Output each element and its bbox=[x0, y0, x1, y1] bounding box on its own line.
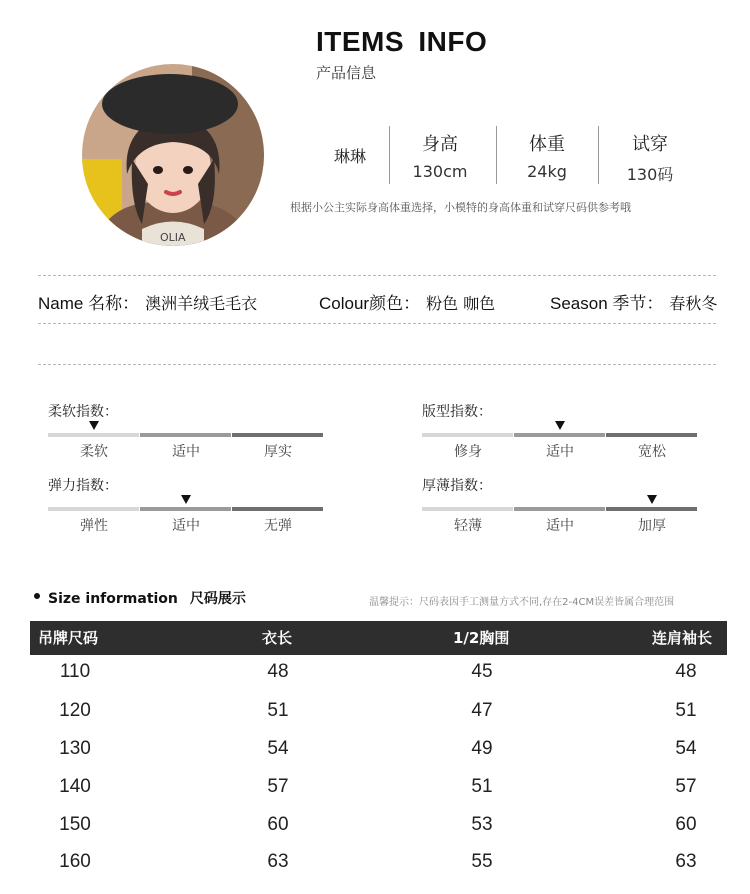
index-scale-bar bbox=[422, 433, 698, 437]
table-cell: 160 bbox=[59, 851, 91, 872]
index-scale-bar bbox=[48, 507, 324, 511]
table-cell: 53 bbox=[471, 814, 493, 835]
metric-value: 130cm bbox=[412, 162, 468, 181]
index-scale-segment bbox=[422, 507, 513, 511]
model-note: 根据小公主实际身高体重选择，小模特的身高体重和试穿尺码供参考哦 bbox=[290, 201, 631, 214]
season-label: Season 季节： bbox=[550, 294, 664, 313]
index-option-label: 适中 bbox=[172, 444, 200, 460]
table-cell: 57 bbox=[675, 776, 697, 797]
size-tip: 温馨提示：尺码表因手工测量方式不同,存在2-4CM误差皆属合理范围 bbox=[369, 597, 675, 608]
dashed-divider bbox=[38, 364, 716, 365]
index-scale-bar bbox=[48, 433, 324, 437]
table-cell: 45 bbox=[471, 661, 493, 682]
index-option-label: 适中 bbox=[546, 518, 574, 534]
page-subtitle: 产品信息 bbox=[316, 64, 377, 82]
colour-value: 粉色 咖色 bbox=[426, 294, 496, 313]
index-scale-segment bbox=[140, 507, 231, 511]
table-cell: 48 bbox=[267, 661, 289, 682]
index-title: 厚薄指数： bbox=[422, 478, 492, 494]
product-season bbox=[550, 289, 717, 314]
index-scale-segment bbox=[232, 507, 323, 511]
index-option-label: 柔软 bbox=[80, 444, 108, 460]
table-cell: 63 bbox=[675, 851, 697, 872]
name-label: Name 名称： bbox=[38, 294, 140, 313]
metric-value: 130码 bbox=[626, 165, 674, 184]
column-header: 吊牌尺码 bbox=[38, 629, 99, 647]
index-scale-segment bbox=[48, 507, 139, 511]
index-scale-bar bbox=[422, 507, 698, 511]
index-option-label: 适中 bbox=[172, 518, 200, 534]
index-option-label: 轻薄 bbox=[454, 518, 482, 534]
table-cell: 51 bbox=[675, 700, 697, 721]
divider bbox=[598, 126, 599, 184]
index-title: 版型指数： bbox=[422, 404, 492, 420]
table-cell: 51 bbox=[267, 700, 289, 721]
table-cell: 55 bbox=[471, 851, 493, 872]
dashed-divider bbox=[38, 323, 716, 324]
index-option-label: 加厚 bbox=[638, 518, 666, 534]
index-marker-icon bbox=[181, 495, 191, 504]
table-cell: 110 bbox=[59, 661, 91, 682]
index-title: 弹力指数： bbox=[48, 478, 118, 494]
index-marker-icon bbox=[89, 421, 99, 430]
index-option-label: 厚实 bbox=[264, 444, 292, 460]
table-cell: 63 bbox=[267, 851, 289, 872]
name-value: 澳洲羊绒毛毛衣 bbox=[145, 294, 258, 313]
index-scale-segment bbox=[422, 433, 513, 437]
colour-label: Colour颜色： bbox=[319, 294, 421, 313]
table-cell: 49 bbox=[471, 738, 493, 759]
table-cell: 51 bbox=[471, 776, 493, 797]
metric-label: 体重 bbox=[529, 134, 565, 155]
index-scale-segment bbox=[514, 433, 605, 437]
index-option-label: 无弹 bbox=[264, 518, 292, 534]
bullet-icon bbox=[34, 593, 40, 599]
table-cell: 60 bbox=[675, 814, 697, 835]
metric-label: 试穿 bbox=[632, 134, 668, 155]
index-scale-segment bbox=[514, 507, 605, 511]
table-cell: 57 bbox=[267, 776, 289, 797]
column-header: 连肩袖长 bbox=[652, 629, 713, 647]
index-option-label: 修身 bbox=[454, 444, 482, 460]
size-title-en: Size information bbox=[48, 591, 178, 607]
index-title: 柔软指数： bbox=[48, 404, 118, 420]
table-cell: 130 bbox=[59, 738, 91, 759]
metric-value: 24kg bbox=[527, 162, 567, 181]
table-cell: 54 bbox=[267, 738, 289, 759]
size-table-header bbox=[30, 621, 727, 655]
metric-label: 身高 bbox=[422, 134, 458, 155]
product-colour bbox=[319, 289, 495, 314]
index-option-label: 弹性 bbox=[80, 518, 108, 534]
index-option-label: 宽松 bbox=[638, 444, 666, 460]
table-cell: 54 bbox=[675, 738, 697, 759]
index-scale-segment bbox=[606, 507, 697, 511]
index-scale-segment bbox=[140, 433, 231, 437]
metric-fit-size bbox=[600, 130, 700, 185]
index-scale-segment bbox=[232, 433, 323, 437]
index-scale-segment bbox=[48, 433, 139, 437]
index-marker-icon bbox=[555, 421, 565, 430]
column-header: 1/2胸围 bbox=[453, 629, 510, 647]
table-cell: 120 bbox=[59, 700, 91, 721]
metric-weight bbox=[497, 130, 597, 181]
size-title-cn: 尺码展示 bbox=[189, 591, 246, 607]
table-cell: 150 bbox=[59, 814, 91, 835]
index-marker-icon bbox=[647, 495, 657, 504]
table-cell: 47 bbox=[471, 700, 493, 721]
photo-text: OLIA bbox=[160, 231, 186, 244]
size-info-title bbox=[48, 588, 246, 608]
table-cell: 48 bbox=[675, 661, 697, 682]
table-cell: 60 bbox=[267, 814, 289, 835]
column-header: 衣长 bbox=[262, 629, 293, 647]
product-name bbox=[38, 289, 257, 314]
table-cell: 140 bbox=[59, 776, 91, 797]
index-scale-segment bbox=[606, 433, 697, 437]
dashed-divider bbox=[38, 275, 716, 276]
model-name: 琳琳 bbox=[334, 147, 367, 166]
index-option-label: 适中 bbox=[546, 444, 574, 460]
season-value: 春秋冬 bbox=[669, 294, 718, 313]
page-title: ITEMS INFO bbox=[316, 26, 488, 57]
metric-height bbox=[390, 130, 490, 181]
model-photo bbox=[82, 64, 264, 246]
